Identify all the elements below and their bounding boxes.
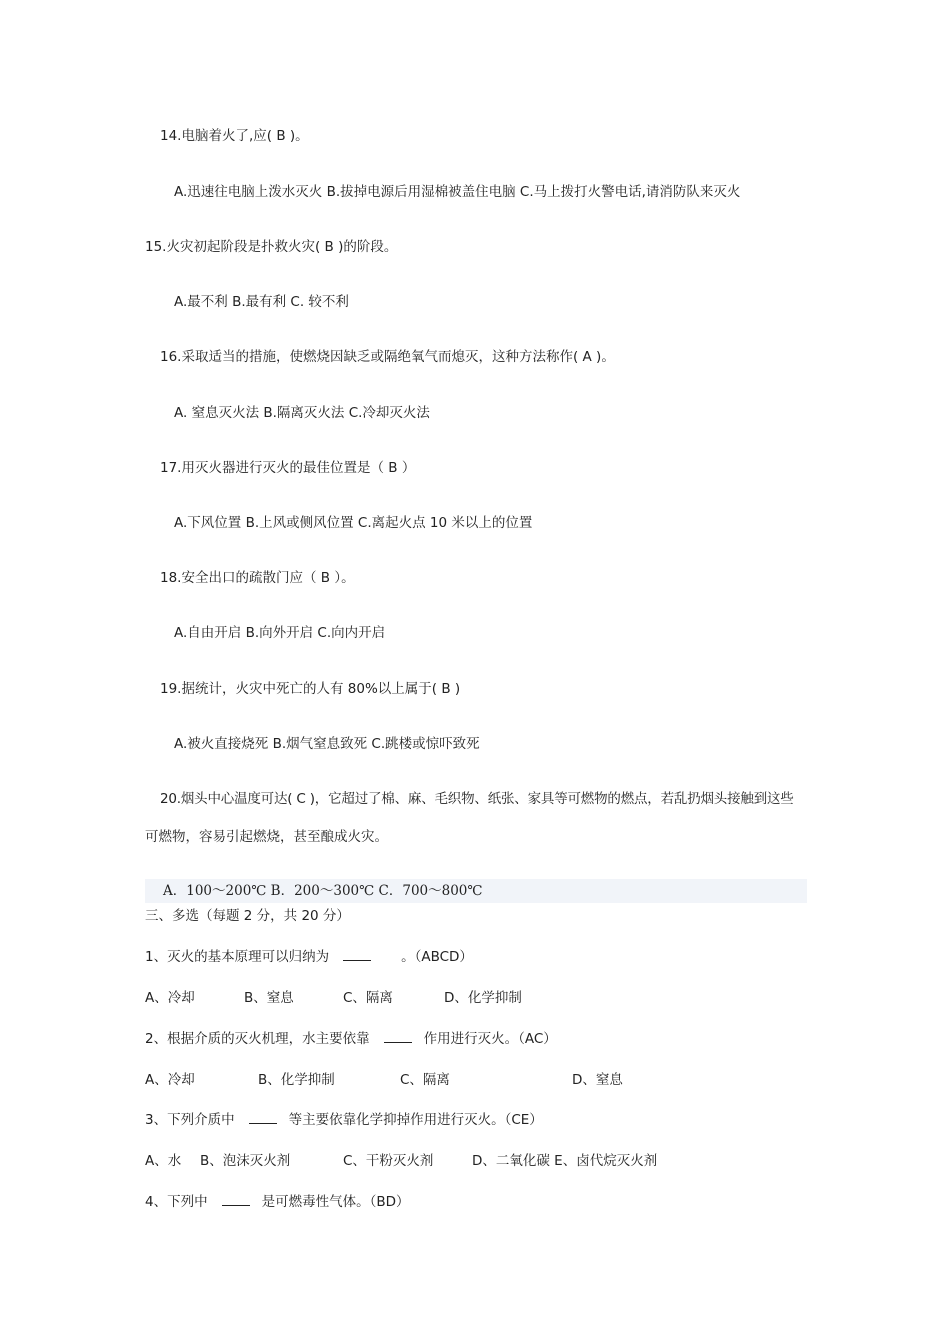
- m3-opt-d: D、二氧化碳 E、卤代烷灭火剂: [472, 1153, 658, 1169]
- q16-stem: 16.采取适当的措施，使燃烧因缺乏或隔绝氧气而熄灭，这种方法称作( A )。: [160, 349, 615, 365]
- m2-opt-a: A、冷却: [145, 1072, 195, 1088]
- m1-stem: [145, 948, 473, 966]
- q18-stem: 18.安全出口的疏散门应（ B ）。: [160, 570, 355, 586]
- m4-stem-b: 是可燃毒性气体。（BD）: [261, 1194, 410, 1210]
- m4-blank: [222, 1193, 250, 1206]
- q20-stem-line1: 20.烟头中心温度可达( C )，它超过了棉、麻、毛织物、纸张、家具等可燃物的燃点，若乱扔烟头接触到这些: [160, 791, 794, 807]
- m1-opt-b: B、窒息: [244, 990, 294, 1006]
- q15-stem: 15.火灾初起阶段是扑救火灾( B )的阶段。: [145, 239, 398, 255]
- m1-opt-a: A、冷却: [145, 990, 195, 1006]
- q20-options: A．100～200℃ B．200～300℃ C．700～800℃: [163, 883, 483, 899]
- q18-options: A.自由开启 B.向外开启 C.向内开启: [174, 625, 386, 641]
- q14-stem: 14.电脑着火了,应( B )。: [160, 128, 309, 144]
- m1-opt-c: C、隔离: [343, 990, 393, 1006]
- m2-stem: [145, 1030, 557, 1048]
- m3-stem: [145, 1111, 543, 1129]
- m3-stem-a: 3、下列介质中: [145, 1112, 235, 1128]
- q19-stem: 19.据统计，火灾中死亡的人有 80%以上属于( B ): [160, 681, 461, 697]
- m3-stem-b: 等主要依靠化学抑掉作用进行灭火。（CE）: [288, 1112, 543, 1128]
- m3-opt-c: C、干粉灭火剂: [343, 1153, 434, 1169]
- m4-stem: [145, 1193, 410, 1211]
- m2-opt-b: B、化学抑制: [258, 1072, 335, 1088]
- m3-opt-a: A、水: [145, 1153, 182, 1169]
- q17-options: A.下风位置 B.上风或侧风位置 C.离起火点 10 米以上的位置: [174, 515, 533, 531]
- m2-blank: [384, 1030, 412, 1043]
- section3-title: 三、多选（每题 2 分，共 20 分）: [145, 908, 350, 924]
- m1-stem-a: 1、灭火的基本原理可以归纳为: [145, 949, 330, 965]
- m2-stem-b: 作用进行灭火。（AC）: [423, 1031, 557, 1047]
- q16-options: A. 窒息灭火法 B.隔离灭火法 C.冷却灭火法: [174, 405, 430, 421]
- m1-blank: [343, 948, 371, 961]
- q19-options: A.被火直接烧死 B.烟气窒息致死 C.跳楼或惊吓致死: [174, 736, 480, 752]
- m1-opt-d: D、化学抑制: [444, 990, 522, 1006]
- q14-options: A.迅速往电脑上泼水灭火 B.拔掉电源后用湿棉被盖住电脑 C.马上拨打火警电话,请消防队来灭火: [174, 184, 741, 200]
- m3-opt-b: B、泡沫灭火剂: [200, 1153, 291, 1169]
- m1-stem-b: 。（ABCD）: [401, 949, 473, 965]
- m4-stem-a: 4、下列中: [145, 1194, 208, 1210]
- q15-options: A.最不利 B.最有利 C. 较不利: [174, 294, 349, 310]
- m2-stem-a: 2、根据介质的灭火机理，水主要依靠: [145, 1031, 370, 1047]
- m2-opt-c: C、隔离: [400, 1072, 450, 1088]
- m2-opt-d: D、窒息: [572, 1072, 623, 1088]
- q20-stem-line2: 可燃物，容易引起燃烧，甚至酿成火灾。: [145, 829, 388, 845]
- m3-blank: [249, 1111, 277, 1124]
- q17-stem: 17.用灭火器进行灭火的最佳位置是（ B ）: [160, 460, 416, 476]
